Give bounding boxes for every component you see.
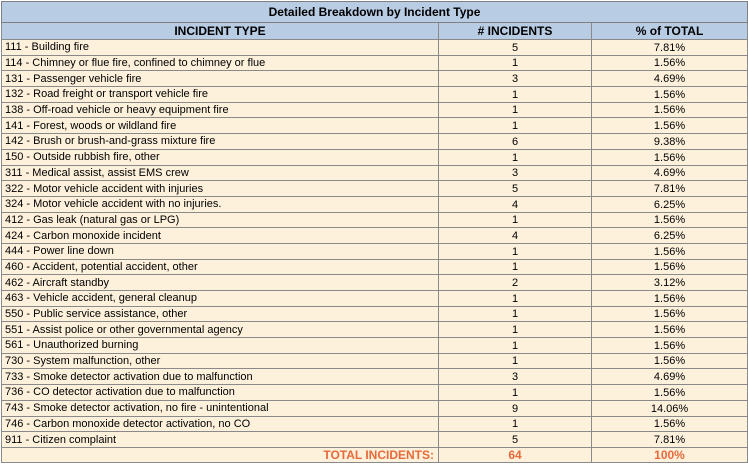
- table-row: [2, 385, 748, 401]
- percent-total-cell: 1.56%: [592, 322, 748, 338]
- table-row: [2, 369, 748, 385]
- percent-total-cell: 3.12%: [592, 275, 748, 291]
- incident-type-cell: 412 - Gas leak (natural gas or LPG): [2, 212, 439, 228]
- incident-count-cell: 1: [439, 102, 592, 118]
- percent-total-cell: 1.56%: [592, 259, 748, 275]
- table-row: [2, 149, 748, 165]
- incident-type-cell: 150 - Outside rubbish fire, other: [2, 149, 439, 165]
- table-row: [2, 306, 748, 322]
- column-header-percent-total: % of TOTAL: [592, 23, 748, 40]
- incident-type-cell: 311 - Medical assist, assist EMS crew: [2, 165, 439, 181]
- table-row: [2, 291, 748, 307]
- incident-type-cell: 111 - Building fire: [2, 40, 439, 56]
- incident-type-cell: 114 - Chimney or flue fire, confined to chimney or flue: [2, 55, 439, 71]
- percent-total-cell: 1.56%: [592, 306, 748, 322]
- percent-total-cell: 4.69%: [592, 165, 748, 181]
- percent-total-cell: 1.56%: [592, 385, 748, 401]
- incident-count-cell: 9: [439, 400, 592, 416]
- table-row: [2, 71, 748, 87]
- percent-total-cell: 1.56%: [592, 87, 748, 103]
- incident-count-cell: 1: [439, 118, 592, 134]
- incident-type-cell: 322 - Motor vehicle accident with injuries: [2, 181, 439, 197]
- incident-type-cell: 324 - Motor vehicle accident with no injuries.: [2, 196, 439, 212]
- incident-type-cell: 561 - Unauthorized burning: [2, 338, 439, 354]
- percent-total-cell: 4.69%: [592, 71, 748, 87]
- table-row: [2, 196, 748, 212]
- incident-count-cell: 1: [439, 338, 592, 354]
- table-title: Detailed Breakdown by Incident Type: [2, 2, 748, 23]
- incident-count-cell: 1: [439, 87, 592, 103]
- percent-total-cell: 1.56%: [592, 102, 748, 118]
- incident-count-cell: 5: [439, 432, 592, 448]
- total-percent: 100%: [592, 447, 748, 462]
- incident-count-cell: 3: [439, 165, 592, 181]
- column-header-incident-type: INCIDENT TYPE: [2, 23, 439, 40]
- incident-type-cell: 463 - Vehicle accident, general cleanup: [2, 291, 439, 307]
- table-row: [2, 243, 748, 259]
- incident-type-cell: 444 - Power line down: [2, 243, 439, 259]
- column-header-row: [2, 23, 748, 40]
- incident-type-cell: 730 - System malfunction, other: [2, 353, 439, 369]
- percent-total-cell: 6.25%: [592, 228, 748, 244]
- percent-total-cell: 1.56%: [592, 416, 748, 432]
- incident-type-cell: 462 - Aircraft standby: [2, 275, 439, 291]
- incident-count-cell: 1: [439, 55, 592, 71]
- table-row: [2, 416, 748, 432]
- percent-total-cell: 1.56%: [592, 353, 748, 369]
- incident-count-cell: 6: [439, 134, 592, 150]
- incident-count-cell: 1: [439, 149, 592, 165]
- table-row: [2, 400, 748, 416]
- incident-type-cell: 551 - Assist police or other governmental agency: [2, 322, 439, 338]
- table-row: [2, 275, 748, 291]
- percent-total-cell: 1.56%: [592, 212, 748, 228]
- percent-total-cell: 1.56%: [592, 149, 748, 165]
- incident-count-cell: 3: [439, 369, 592, 385]
- percent-total-cell: 7.81%: [592, 181, 748, 197]
- total-count: 64: [439, 447, 592, 462]
- table-row: [2, 181, 748, 197]
- percent-total-cell: 14.06%: [592, 400, 748, 416]
- percent-total-cell: 1.56%: [592, 118, 748, 134]
- percent-total-cell: 7.81%: [592, 432, 748, 448]
- incident-count-cell: 1: [439, 212, 592, 228]
- table-row: [2, 212, 748, 228]
- incident-count-cell: 1: [439, 353, 592, 369]
- percent-total-cell: 4.69%: [592, 369, 748, 385]
- total-row: [2, 447, 748, 462]
- incident-type-cell: 746 - Carbon monoxide detector activation, no CO: [2, 416, 439, 432]
- incident-count-cell: 1: [439, 322, 592, 338]
- incident-count-cell: 1: [439, 306, 592, 322]
- incident-breakdown-report: [1, 1, 747, 463]
- percent-total-cell: 1.56%: [592, 338, 748, 354]
- table-row: [2, 87, 748, 103]
- percent-total-cell: 1.56%: [592, 243, 748, 259]
- incident-type-cell: 550 - Public service assistance, other: [2, 306, 439, 322]
- incident-count-cell: 3: [439, 71, 592, 87]
- table-row: [2, 134, 748, 150]
- incident-type-cell: 142 - Brush or brush-and-grass mixture fire: [2, 134, 439, 150]
- incident-type-cell: 138 - Off-road vehicle or heavy equipment fire: [2, 102, 439, 118]
- percent-total-cell: 6.25%: [592, 196, 748, 212]
- incident-type-cell: 141 - Forest, woods or wildland fire: [2, 118, 439, 134]
- incident-count-cell: 2: [439, 275, 592, 291]
- table-row: [2, 118, 748, 134]
- incident-type-cell: 743 - Smoke detector activation, no fire - unintentional: [2, 400, 439, 416]
- table-row: [2, 338, 748, 354]
- table-row: [2, 432, 748, 448]
- percent-total-cell: 1.56%: [592, 291, 748, 307]
- incident-count-cell: 5: [439, 181, 592, 197]
- total-label: TOTAL INCIDENTS:: [2, 447, 439, 462]
- incident-count-cell: 1: [439, 416, 592, 432]
- percent-total-cell: 1.56%: [592, 55, 748, 71]
- incident-count-cell: 4: [439, 228, 592, 244]
- incident-type-cell: 131 - Passenger vehicle fire: [2, 71, 439, 87]
- incident-type-cell: 424 - Carbon monoxide incident: [2, 228, 439, 244]
- table-row: [2, 353, 748, 369]
- table-row: [2, 55, 748, 71]
- incident-breakdown-table: [1, 1, 748, 463]
- incident-type-cell: 911 - Citizen complaint: [2, 432, 439, 448]
- incident-count-cell: 1: [439, 385, 592, 401]
- incident-count-cell: 1: [439, 291, 592, 307]
- table-row: [2, 259, 748, 275]
- incident-type-cell: 736 - CO detector activation due to malfunction: [2, 385, 439, 401]
- column-header-incident-count: # INCIDENTS: [439, 23, 592, 40]
- incident-rows: [2, 40, 748, 448]
- incident-type-cell: 132 - Road freight or transport vehicle fire: [2, 87, 439, 103]
- incident-count-cell: 1: [439, 243, 592, 259]
- table-row: [2, 322, 748, 338]
- incident-count-cell: 4: [439, 196, 592, 212]
- table-row: [2, 102, 748, 118]
- table-row: [2, 165, 748, 181]
- table-row: [2, 228, 748, 244]
- incident-type-cell: 733 - Smoke detector activation due to malfunction: [2, 369, 439, 385]
- percent-total-cell: 9.38%: [592, 134, 748, 150]
- table-title-row: [2, 2, 748, 23]
- incident-count-cell: 5: [439, 40, 592, 56]
- incident-type-cell: 460 - Accident, potential accident, other: [2, 259, 439, 275]
- table-row: [2, 40, 748, 56]
- percent-total-cell: 7.81%: [592, 40, 748, 56]
- incident-count-cell: 1: [439, 259, 592, 275]
